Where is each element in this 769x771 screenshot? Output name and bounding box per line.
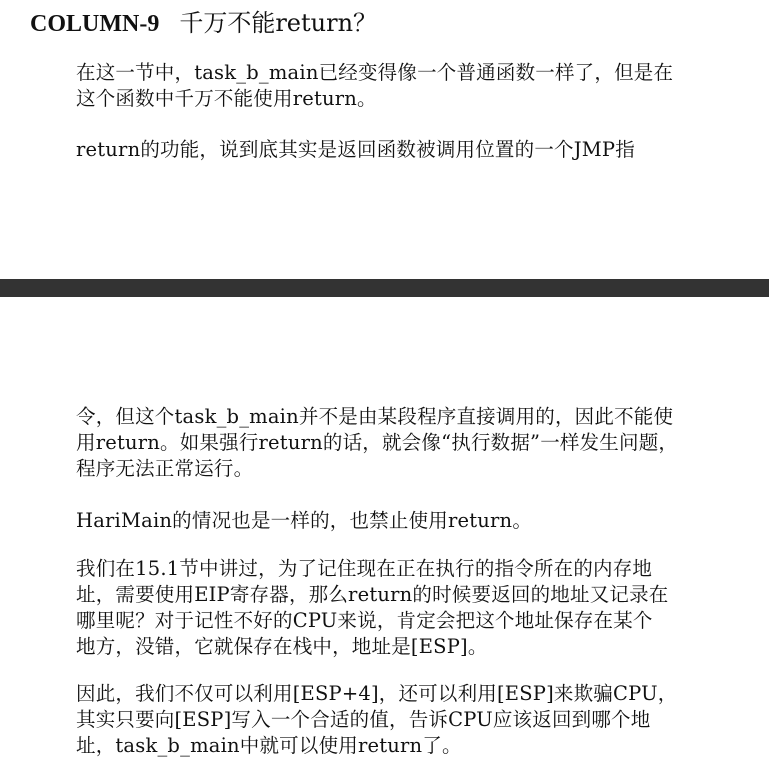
paragraph-harimain xyxy=(76,508,744,534)
text-line: 地方，没错，它就保存在栈中，地址是[ESP]。 xyxy=(76,635,488,658)
text-line: HariMain的情况也是一样的，也禁止使用return。 xyxy=(76,509,533,532)
text-line: 因此，我们不仅可以利用[ESP+4]，还可以利用[ESP]来欺骗CPU， xyxy=(76,682,678,705)
text-line: 程序无法正常运行。 xyxy=(76,457,254,480)
page-bottom xyxy=(0,297,769,771)
text-line: 我们在15.1节中讲过，为了记住现在正在执行的指令所在的内存地 xyxy=(76,557,653,580)
page-separator xyxy=(0,279,769,297)
paragraph-return-function xyxy=(76,137,744,163)
text-line: return的功能，说到底其实是返回函数被调用位置的一个JMP指 xyxy=(76,138,635,161)
text-line: 址，需要使用EIP寄存器，那么return的时候要返回的地址又记录在 xyxy=(76,583,669,606)
text-line: 其实只要向[ESP]写入一个合适的值，告诉CPU应该返回到哪个地 xyxy=(76,708,651,731)
paragraph-esp xyxy=(76,681,744,759)
text-line: 用return。如果强行return的话，就会像“执行数据”一样发生问题， xyxy=(76,431,679,454)
paragraph-intro xyxy=(76,60,744,112)
column-title: 千万不能return？ xyxy=(179,9,378,37)
paragraph-eip xyxy=(76,556,744,660)
text-line: 这个函数中千万不能使用return。 xyxy=(76,87,377,110)
text-line: 址，task_b_main中就可以使用return了。 xyxy=(76,734,462,757)
paragraph-continuation xyxy=(76,404,744,482)
column-label: COLUMN-9 xyxy=(30,11,160,37)
column-heading xyxy=(30,7,377,40)
text-line: 令，但这个task_b_main并不是由某段程序直接调用的，因此不能使 xyxy=(76,405,674,428)
text-line: 在这一节中，task_b_main已经变得像一个普通函数一样了，但是在 xyxy=(76,61,674,84)
page-top xyxy=(0,0,769,279)
text-line: 哪里呢？对于记性不好的CPU来说，肯定会把这个地址保存在某个 xyxy=(76,609,653,632)
